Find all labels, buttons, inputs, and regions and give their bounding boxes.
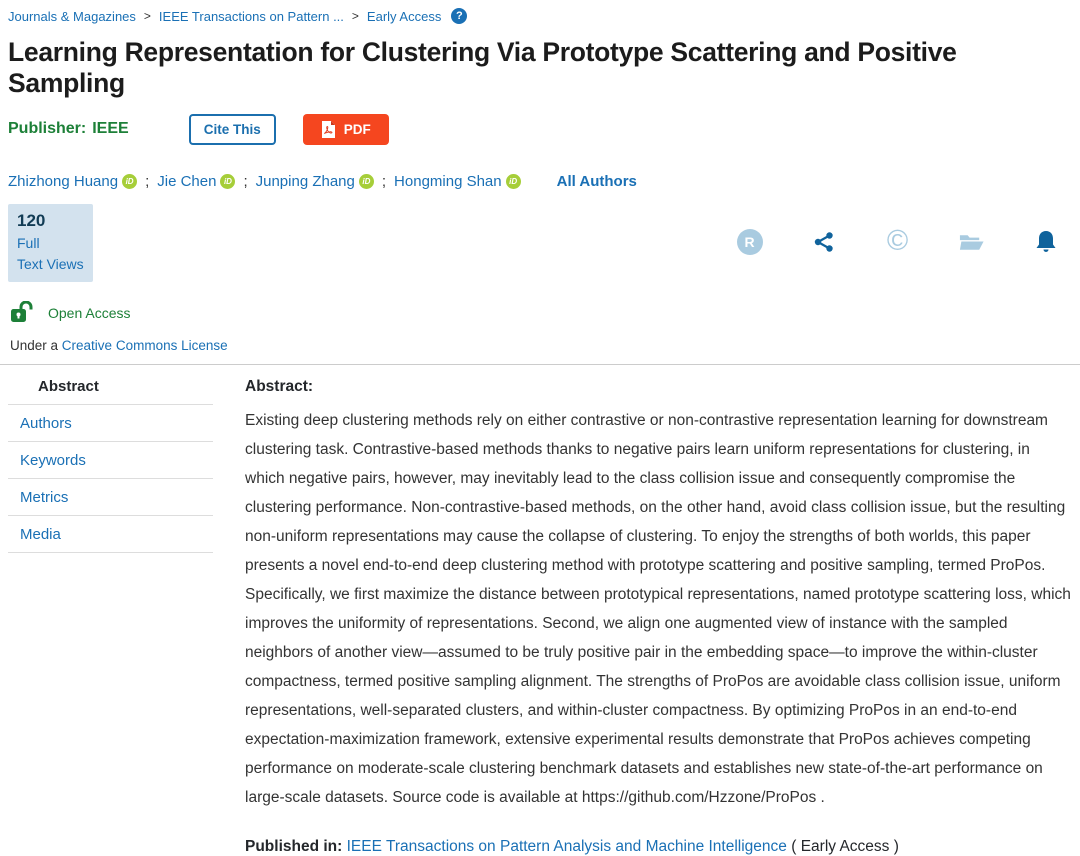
abstract-text: Existing deep clustering methods rely on either contrastive or non-contrastive representation learning for downstream clustering task. Contrastive-based methods thanks to negative pairs learn uniform representations for clustering, in which negative pairs, however, may inevitably lead to the class collision issue and consequently compromise the clustering performance. Non-contrastive-based methods, on the other hand, avoid class collision issue, but the resulting non-uniform representations may cause the collapse of clustering. To enjoy the strengths of both worlds, this paper presents a novel end-to-end deep clustering method with prototype scattering and positive sampling, termed ProPos. Specifically, we first maximize the distance between prototypical representations, named prototype scattering loss, which improves the uniformity of representations. Second, we align one augmented view of instance with the sampled neighbors of another view—assumed to be truly positive pair in the embedding space—to improve the within-cluster compactness, termed positive sampling alignment. The strengths of ProPos are avoidable class collision issue, uniform representations, well-separated clusters, and within-cluster compactness. By optimizing ProPos in an end-to-end expectation-maximization framework, extensive experimental results demonstrate that ProPos achieves competing performance on moderate-scale clustering benchmark datasets and establishes new state-of-the-art performance on large-scale datasets. Source code is available at https://github.com/Hzzone/ProPos . (245, 412, 1071, 806)
page-title: Learning Representation for Clustering Via Prototype Scattering and Positive Sampling (8, 37, 957, 98)
copyright-icon[interactable] (884, 225, 911, 257)
article-toolbar (736, 204, 1059, 255)
breadcrumb-separator: > (351, 9, 359, 23)
breadcrumb-journals-magazines[interactable]: Journals & Magazines (8, 8, 136, 24)
sidebar-item-keywords[interactable]: Keywords (8, 442, 213, 479)
full-text-views-label: Full (17, 235, 40, 251)
open-access-row (8, 301, 1072, 325)
authors-row (8, 173, 1072, 190)
author-link[interactable]: Junping Zhang (255, 173, 355, 190)
license-row (8, 338, 1072, 353)
folder-icon[interactable] (958, 228, 985, 255)
open-access-label: Open Access (48, 305, 131, 321)
orcid-icon[interactable]: iD (359, 174, 374, 189)
creative-commons-link[interactable]: Creative Commons License (61, 338, 228, 353)
abstract-section (245, 365, 1072, 856)
full-text-views-box (8, 204, 93, 282)
sidebar-item-abstract[interactable]: Abstract (8, 365, 213, 405)
cite-this-button[interactable]: Cite This (189, 114, 276, 145)
breadcrumb-publication[interactable]: IEEE Transactions on Pattern ... (158, 8, 344, 24)
author-separator: ; (381, 173, 387, 190)
abstract-heading: Abstract: (245, 378, 314, 395)
breadcrumb-early-access[interactable]: Early Access (366, 8, 442, 24)
author-separator: ; (145, 173, 150, 190)
section-sidebar (8, 365, 213, 856)
author-link[interactable]: Jie Chen (157, 173, 217, 190)
full-text-views-label: Text Views (17, 256, 84, 272)
open-lock-icon (10, 301, 36, 325)
pdf-file-icon (321, 121, 336, 138)
publisher-prefix: Publisher: (8, 120, 87, 137)
orcid-icon[interactable]: iD (122, 174, 137, 189)
author-link[interactable]: Zhizhong Huang (8, 173, 119, 190)
alerts-icon[interactable] (1032, 228, 1059, 255)
copyright-glyph: © (886, 225, 909, 257)
published-in-label: Published in: (245, 838, 343, 855)
published-in-row (245, 838, 1072, 856)
pdf-button-label: PDF (343, 121, 371, 137)
pdf-button[interactable] (303, 114, 389, 145)
orcid-icon[interactable]: iD (220, 174, 235, 189)
author-separator: ; (243, 173, 248, 190)
full-text-views-count: 120 (17, 211, 46, 230)
sidebar-item-metrics[interactable]: Metrics (8, 479, 213, 516)
early-access-note: ( Early Access ) (791, 838, 899, 855)
help-icon[interactable]: ? (451, 8, 467, 24)
journal-link[interactable]: IEEE Transactions on Pattern Analysis and Machine Intelligence (346, 838, 787, 855)
author-link[interactable]: Hongming Shan (394, 173, 502, 190)
sidebar-item-media[interactable]: Media (8, 516, 213, 553)
sidebar-item-authors[interactable]: Authors (8, 405, 213, 442)
publisher-name: IEEE (92, 120, 129, 137)
license-prefix: Under a (10, 338, 59, 353)
content-columns (8, 365, 1072, 856)
reading-list-icon[interactable] (736, 228, 763, 255)
stats-row (8, 204, 1072, 282)
breadcrumb-separator: > (143, 9, 151, 23)
reading-list-badge: R (737, 229, 763, 255)
publisher-label (8, 120, 129, 138)
breadcrumb (8, 6, 1072, 24)
all-authors-link[interactable]: All Authors (556, 173, 637, 190)
publisher-row (8, 112, 1072, 146)
share-icon[interactable] (810, 228, 837, 255)
orcid-icon[interactable]: iD (506, 174, 521, 189)
